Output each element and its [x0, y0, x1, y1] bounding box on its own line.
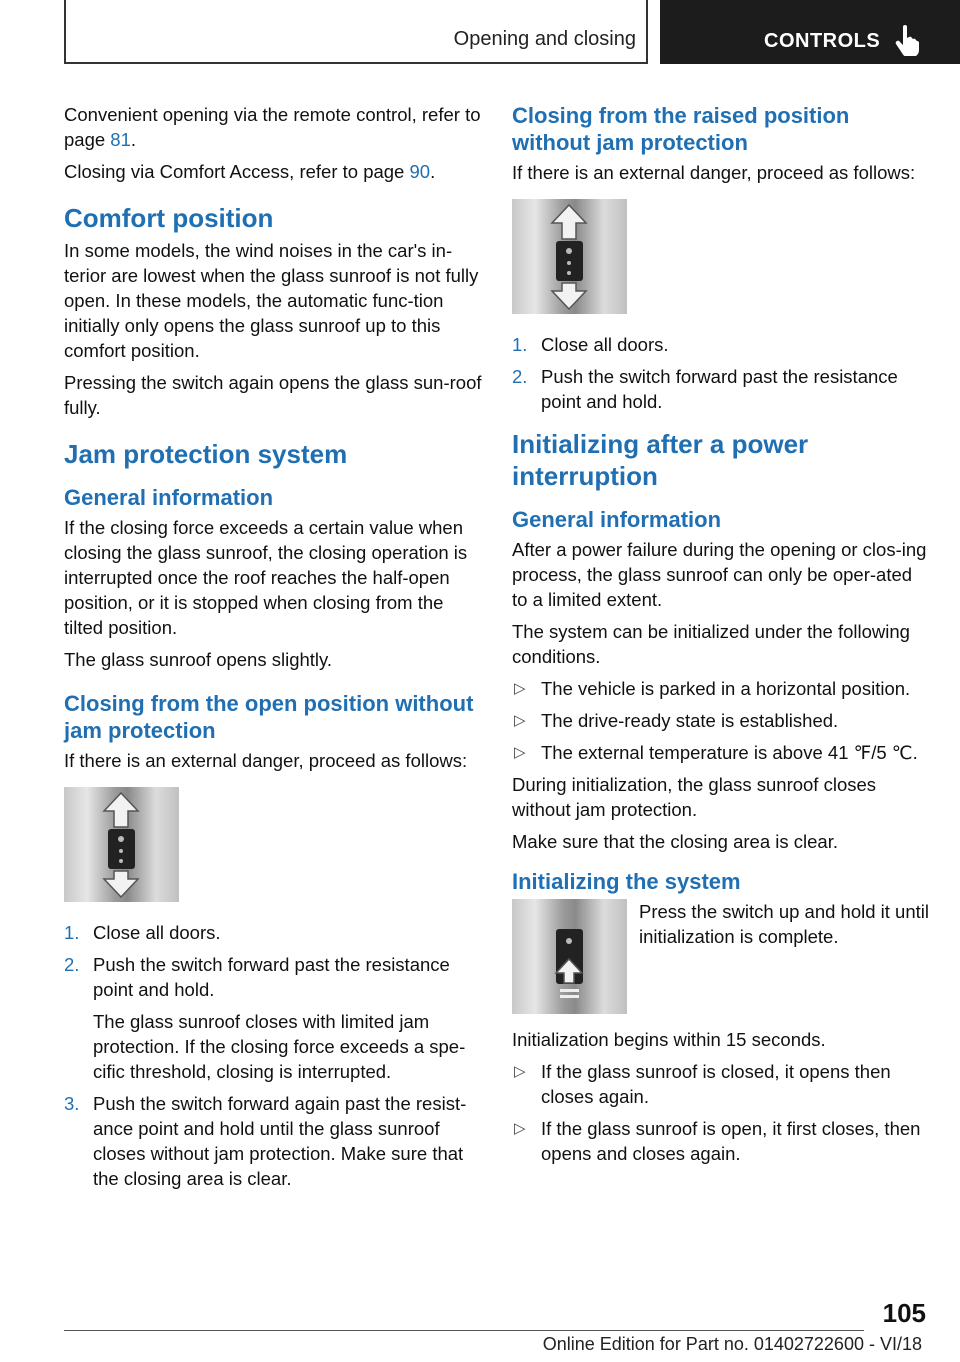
sunroof-switch-image: [512, 899, 627, 1014]
init-results-list: [512, 1059, 932, 1166]
heading-initializing-system: Initializing the system: [512, 869, 741, 894]
raised-danger-paragraph: If there is an external danger, proceed as follows:: [512, 162, 916, 183]
open-steps-list: [64, 920, 482, 1191]
general-paragraph-2: The glass sunroof opens slightly.: [64, 649, 333, 670]
switch-arrows-icon: [64, 787, 179, 902]
list-item: 1. Close all doors.: [512, 334, 669, 355]
heading-general-information: General information: [512, 507, 722, 532]
sunroof-switch-image: [512, 199, 627, 314]
footer-divider: [64, 1330, 864, 1331]
edition-text: Online Edition for Part no. 01402722600 - VI/18: [542, 1334, 922, 1354]
list-item: 2. Push the switch forward past the resistance point and hold.: [512, 366, 898, 412]
left-column: [64, 102, 482, 1198]
init-instruction: Press the switch up and hold it until initialization is complete.: [639, 901, 929, 947]
intro-remote: Convenient opening via the remote control, refer to page 81.: [64, 104, 481, 150]
hand-pointer-icon: [894, 24, 920, 56]
conditions-list: [512, 676, 932, 765]
power-paragraph-1: After a power failure during the opening or clos-ing process, the glass sunroof can only be oper-ated to a limited extent.: [512, 539, 927, 610]
list-item: ▷ If the glass sunroof is closed, it opens then closes again.: [514, 1061, 891, 1107]
list-item: ▷ The vehicle is parked in a horizontal position.: [514, 678, 911, 699]
clear-area-paragraph: Make sure that the closing area is clear.: [512, 831, 838, 852]
heading-closing-open-position: Closing from the open position without jam protection: [64, 691, 474, 743]
page-number: 105: [882, 1298, 926, 1328]
heading-closing-raised-position: Closing from the raised position without jam protection: [512, 103, 850, 155]
heading-jam-protection: Jam protection system: [64, 439, 348, 469]
list-item: ▷ If the glass sunroof is open, it first closes, then opens and closes again.: [514, 1118, 921, 1164]
page-link-90[interactable]: 90: [409, 161, 431, 182]
comfort-paragraph-2: Pressing the switch again opens the glass sun-roof fully.: [64, 372, 482, 418]
general-paragraph-1: If the closing force exceeds a certain value when closing the glass sunroof, the closing operation is interrupted once the roof reaches the half-open position, or it is stopped when closing from the tilted position.: [64, 517, 468, 638]
heading-power-interruption: Initializing after a power interruption: [512, 429, 809, 491]
raised-steps-list: [512, 332, 932, 414]
comfort-paragraph-1: In some models, the wind noises in the car's in-terior are lowest when the glass sunroof is not fully open. In these models, the automatic func-tion initially only opens the glass sunroof up to this comfort position.: [64, 240, 479, 361]
open-danger-paragraph: If there is an external danger, proceed as follows:: [64, 750, 468, 771]
list-item: 3. Push the switch forward again past the resist-ance point and hold until the glass sunroof closes without jam protection. Make sure that the closing area is clear.: [64, 1093, 467, 1189]
init-begins-paragraph: Initialization begins within 15 seconds.: [512, 1029, 826, 1050]
page-link-81[interactable]: 81: [110, 129, 131, 150]
intro-comfort-access: Closing via Comfort Access, refer to page 90.: [64, 161, 436, 182]
switch-up-icon: [512, 899, 627, 1014]
section-title: Opening and closing: [453, 28, 636, 50]
switch-arrows-icon: [512, 199, 627, 314]
right-column: [512, 102, 932, 1173]
power-paragraph-2: The system can be initialized under the following conditions.: [512, 621, 910, 667]
during-init-paragraph: During initialization, the glass sunroof closes without jam protection.: [512, 774, 877, 820]
heading-general-information: General information: [64, 485, 274, 510]
list-item: ▷ The external temperature is above 41 ℉/5 ℃.: [514, 742, 918, 763]
heading-comfort-position: Comfort position: [64, 203, 274, 233]
list-item: ▷ The drive-ready state is established.: [514, 710, 839, 731]
step-2-detail: The glass sunroof closes with limited jam protection. If the closing force exceeds a spe-cific threshold, closing is interrupted.: [93, 1011, 466, 1082]
chapter-label: CONTROLS: [764, 30, 881, 52]
list-item: 1. Close all doors.: [64, 922, 221, 943]
list-item: 2. Push the switch forward past the resistance point and hold. The glass sunroof closes with limited jam protection. If the closing force exceeds a spe-cific threshold, closing is interrupted.: [64, 952, 482, 1084]
sunroof-switch-image: [64, 787, 179, 902]
init-block: [512, 899, 932, 1027]
